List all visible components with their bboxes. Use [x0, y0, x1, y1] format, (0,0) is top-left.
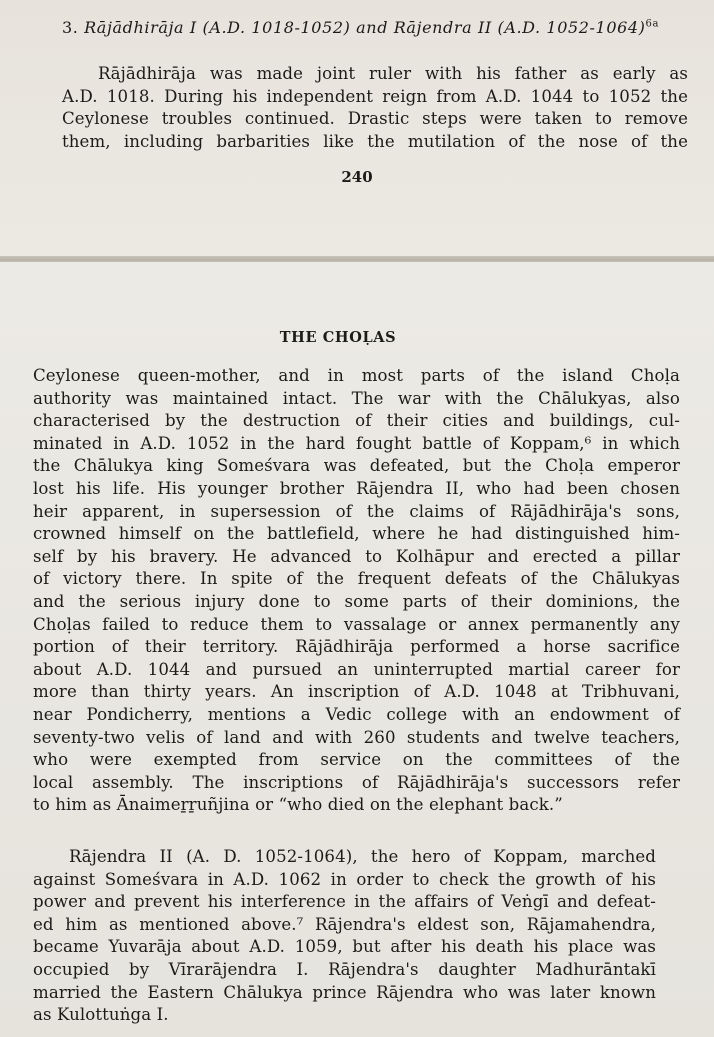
- text-line: crowned himself on the battlefield, where he had distinguished him-: [33, 524, 680, 544]
- footnote-mark: 6a: [645, 18, 660, 30]
- bottom-page: [0, 262, 714, 1037]
- text-line: near Pondicherry, mentions a Vedic college with an endowment of: [33, 704, 680, 724]
- text-line: Rājendra II (A. D. 1052-1064), the hero of Koppam, marched: [69, 847, 656, 866]
- text-line: Ceylonese troubles continued. Drastic steps were taken to remove: [62, 109, 688, 129]
- text-line: against Someśvara in A.D. 1062 in order to check the growth of his: [33, 869, 656, 889]
- text-line: married the Eastern Chālukya prince Rājendra who was later known: [33, 982, 656, 1002]
- text-line: A.D. 1018. During his independent reign from A.D. 1044 to 1052 the: [62, 86, 688, 106]
- main-paragraph: [33, 365, 680, 817]
- text-line: Rājādhirāja was made joint ruler with his father as early as: [98, 64, 688, 83]
- text-line: more than thirty years. An inscription of A.D. 1048 at Tribhuvani,: [33, 682, 680, 702]
- text-line: of victory there. In spite of the frequent defeats of the Chālukyas: [33, 569, 680, 589]
- top-page: [0, 0, 714, 258]
- text-line: seventy-two velis of land and with 260 students and twelve teachers,: [33, 727, 680, 747]
- text-line: power and prevent his interference in the affairs of Veṅgī and defeat-: [33, 892, 656, 912]
- text-line: about A.D. 1044 and pursued an uninterrupted martial career for: [33, 659, 680, 679]
- text-line: portion of their territory. Rājādhirāja performed a horse sacrifice: [33, 637, 680, 657]
- text-line: heir apparent, in supersession of the claims of Rājādhirāja's sons,: [33, 501, 680, 521]
- text-line: who were exempted from service on the committees of the: [33, 750, 680, 770]
- text-line: Ceylonese queen-mother, and in most parts of the island Choḷa: [33, 366, 680, 385]
- text-line: Choḷas failed to reduce them to vassalage or annex permanently any: [33, 614, 680, 634]
- text-line: lost his life. His younger brother Rājendra II, who had been chosen: [33, 478, 680, 498]
- text-line: ed him as mentioned above.⁷ Rājendra's eldest son, Rājamahendra,: [33, 914, 656, 934]
- text-line: minated in A.D. 1052 in the hard fought battle of Koppam,⁶ in which: [33, 433, 680, 453]
- page-number: 240: [341, 168, 373, 186]
- text-line: and the serious injury done to some parts of their dominions, the: [33, 591, 680, 611]
- text-line: to him as Ānaimeṟṟuñjina or “who died on the elephant back.”: [33, 795, 563, 815]
- text-line: local assembly. The inscriptions of Rājādhirāja's successors refer: [33, 772, 680, 792]
- text-line: the Chālukya king Someśvara was defeated, but the Choḷa emperor: [33, 456, 680, 476]
- text-line: authority was maintained intact. The war with the Chālukyas, also: [33, 388, 680, 408]
- text-line: as Kulottuṅga I.: [33, 1005, 169, 1025]
- running-head: THE CHOḶAS: [279, 329, 397, 346]
- text-line: occupied by Vīrarājendra I. Rājendra's daughter Madhurāntakī: [33, 959, 656, 979]
- text-line: characterised by the destruction of their cities and buildings, cul-: [33, 411, 680, 431]
- top-paragraph: [62, 63, 688, 153]
- second-paragraph: [33, 846, 656, 1027]
- text-line: them, including barbarities like the mutilation of the nose of the: [62, 131, 688, 151]
- section-number: 3.: [62, 18, 79, 37]
- text-line: self by his bravery. He advanced to Kolhāpur and erected a pillar: [33, 546, 680, 566]
- section-heading: [62, 18, 702, 37]
- text-line: became Yuvarāja about A.D. 1059, but after his death his place was: [33, 937, 656, 957]
- section-title: Rājādhirāja I (A.D. 1018-1052) and Rājendra II (A.D. 1052-1064): [84, 18, 646, 37]
